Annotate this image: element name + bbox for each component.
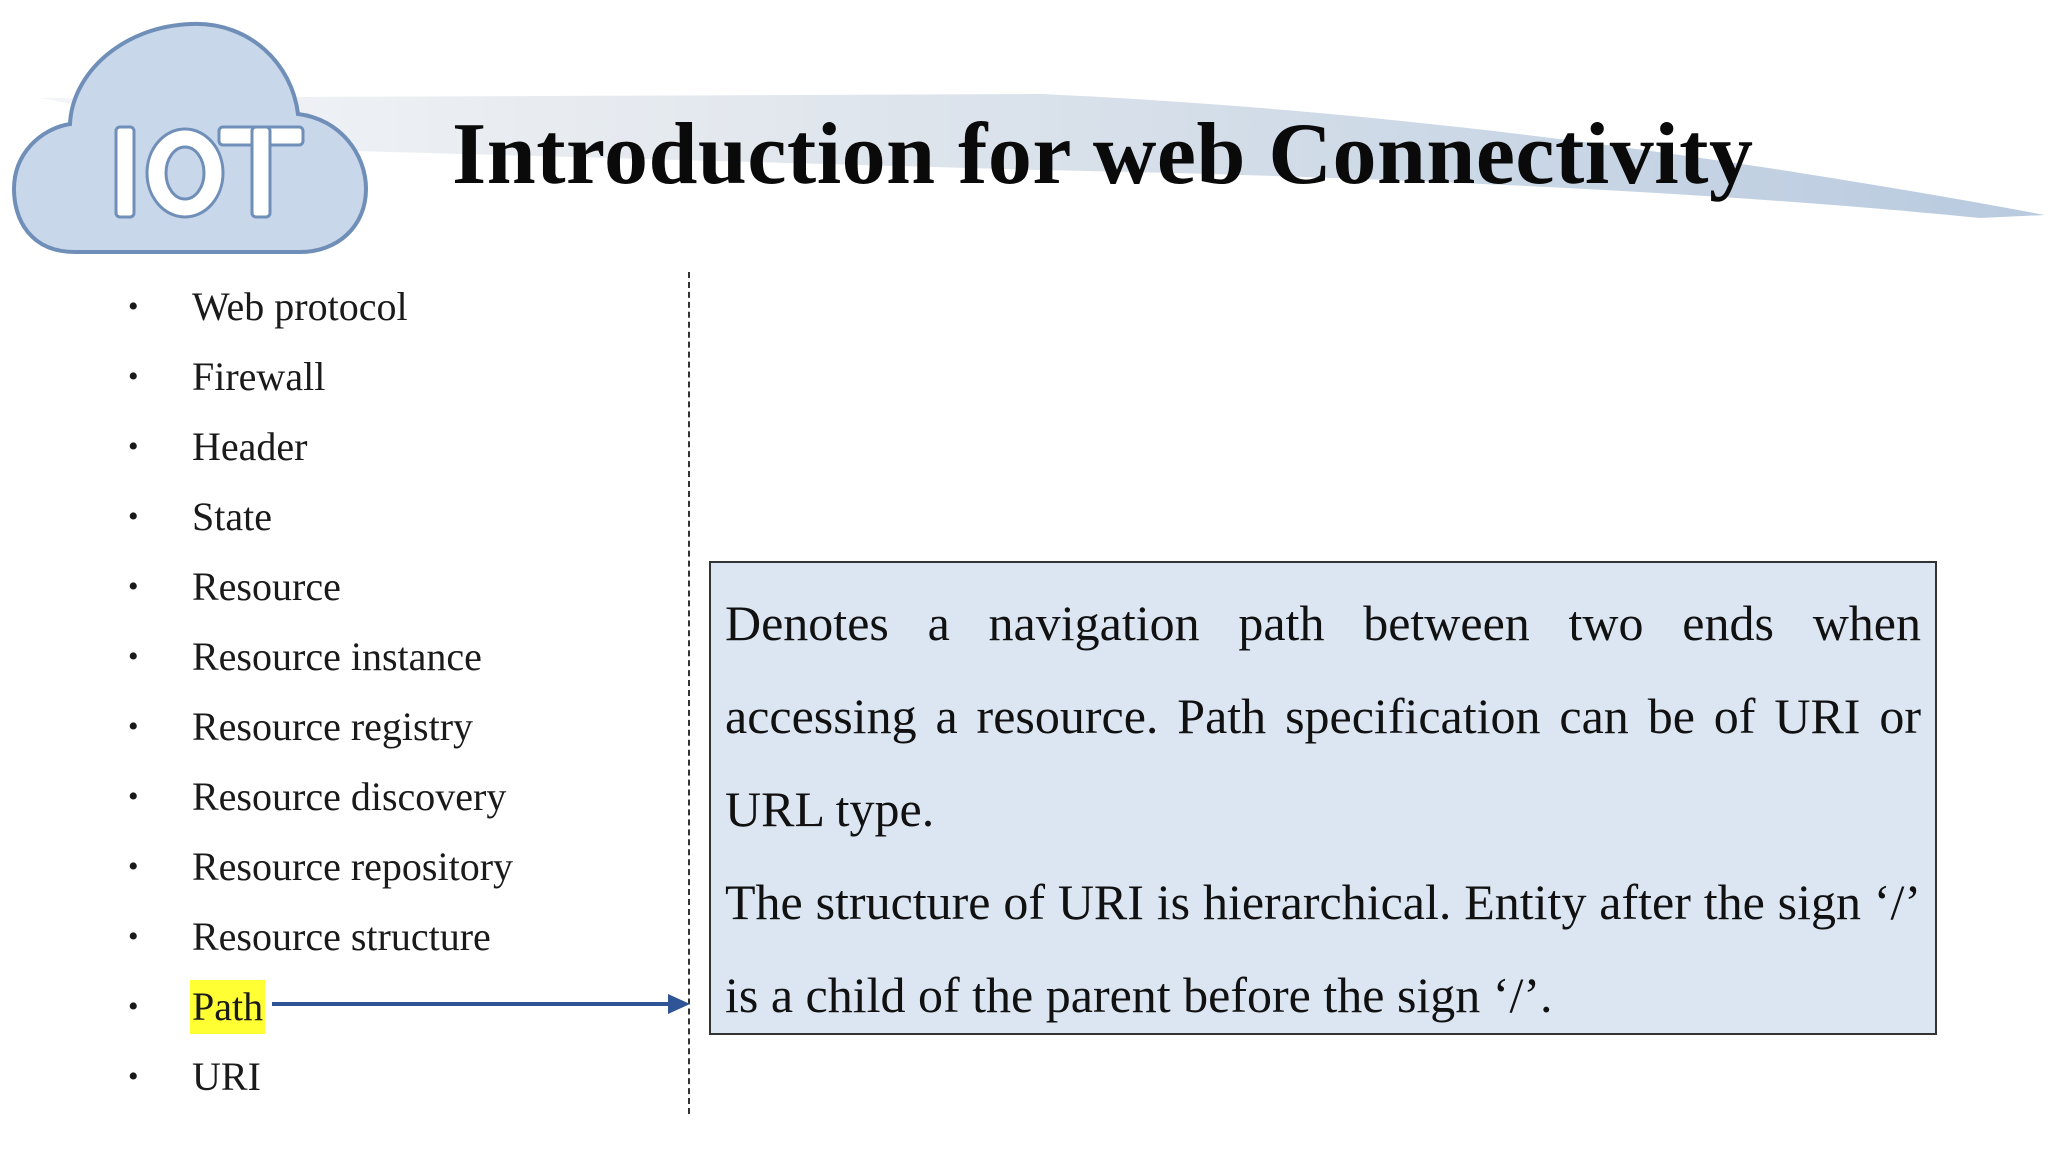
bullet-dot-icon: • [128,990,139,1023]
bullet-label: URI [192,1054,261,1099]
bullet-dot-icon: • [128,850,139,883]
bullet-dot-icon: • [128,1060,139,1093]
bullet-dot-icon: • [128,920,139,953]
definition-paragraph-2: The structure of URI is hierarchical. Entity after the sign ‘/’ is a child of the parent before the sign ‘/’. [725,874,1921,1023]
bullet-label: Resource repository [192,844,514,889]
bullet-label: Header [192,424,308,469]
bullet-label-highlighted: Path [190,980,265,1034]
iot-cloud-logo [10,14,370,254]
bullet-dot-icon: • [128,640,139,673]
bullet-dot-icon: • [128,780,139,813]
bullet-dot-icon: • [128,570,139,603]
bullet-label: Resource discovery [192,774,507,819]
definition-paragraph-1: Denotes a navigation path between two ends when accessing a resource. Path specification can be of URI or URL type. [725,595,1921,837]
bullet-label: State [192,494,272,539]
bullet-label: Resource instance [192,634,482,679]
bullet-label: Resource registry [192,704,474,749]
bullet-dot-icon: • [128,500,139,533]
bullet-label: Resource [192,564,341,609]
bullet-dot-icon: • [128,430,139,463]
bullet-dot-icon: • [128,710,139,743]
definition-box [709,561,1937,1035]
slide-title: Introduction for web Connectivity [452,106,1754,203]
arrow-icon [272,984,692,1024]
bullet-label: Firewall [192,354,326,399]
bullet-dot-icon: • [128,360,139,393]
bullet-dot-icon: • [128,290,139,323]
bullet-label: Web protocol [192,284,408,329]
bullet-label: Resource structure [192,914,491,959]
iot-logo-o-inner [166,147,204,199]
